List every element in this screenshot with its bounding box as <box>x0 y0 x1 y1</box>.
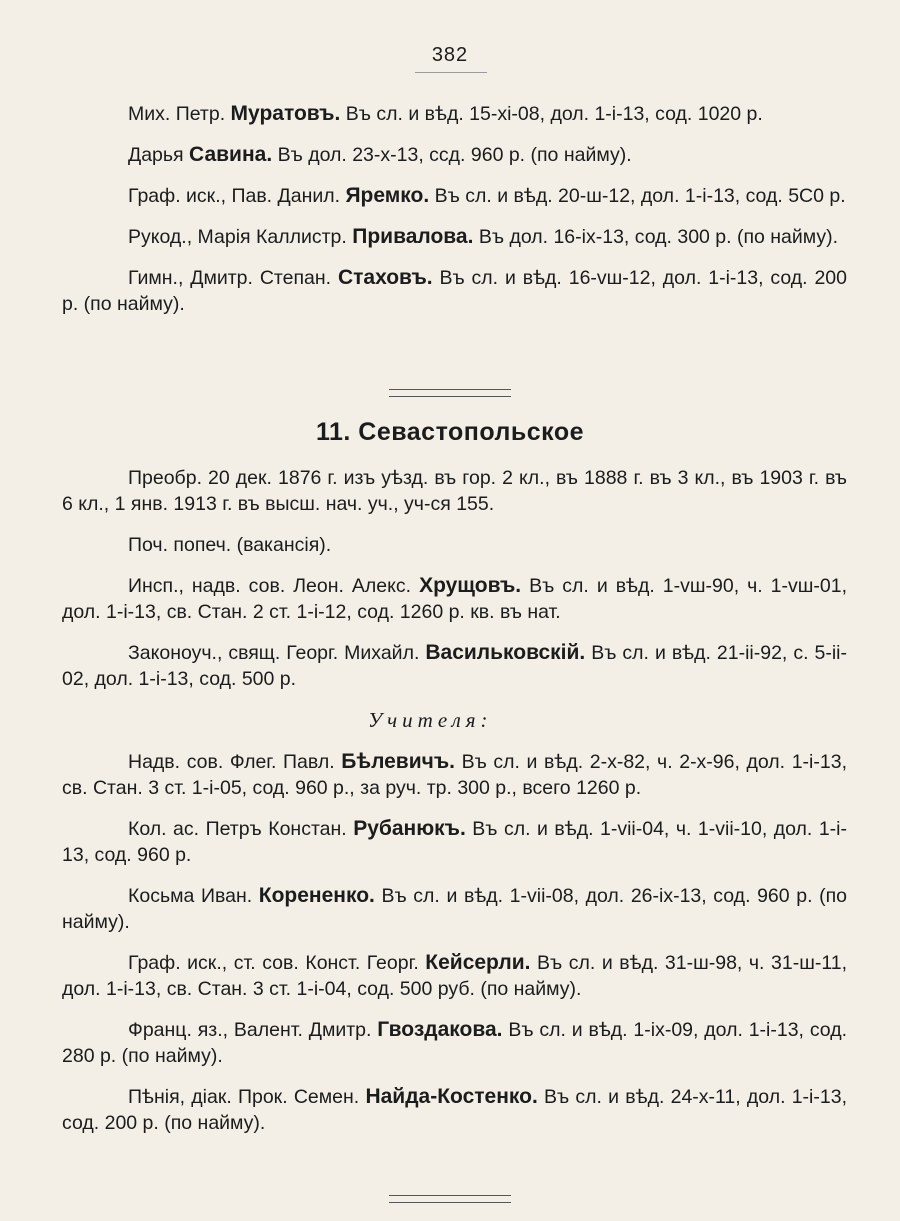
staff-entry <box>62 573 847 625</box>
entry-surname: Хрущовъ. <box>419 574 522 597</box>
entry <box>62 183 847 209</box>
honorary-trustee: Поч. попеч. (вакансія). <box>128 534 332 556</box>
entry-surname: Привалова. <box>352 225 474 248</box>
entry-prefix: Граф. иск., Пав. Данил. <box>128 185 346 207</box>
entry-surname: Найда-Костенко. <box>365 1085 538 1108</box>
teacher-entry <box>62 1017 847 1069</box>
teachers-heading: Учителя: <box>368 708 493 732</box>
section-intro: Преобр. 20 дек. 1876 г. изъ уѣзд. въ гор. 2 кл., въ 1888 г. въ 3 кл., въ 1903 г. въ 6 кл., 1 янв. 1913 г. въ высш. нач. уч., уч-ся 155. <box>62 467 847 515</box>
entry-surname: Муратовъ. <box>230 102 341 125</box>
entry-prefix: Рукод., Марія Каллистр. <box>128 226 353 248</box>
entry-surname: Кейсерли. <box>425 951 531 974</box>
section-divider <box>389 389 511 397</box>
entry-details: Въ дол. 23-x-13, ссд. 960 р. (по найму). <box>272 144 632 166</box>
entry-prefix: Инсп., надв. сов. Леон. Алекс. <box>128 575 420 597</box>
teacher-entry <box>62 950 847 1002</box>
entry <box>62 224 847 250</box>
entry <box>62 265 847 317</box>
entry-details: Въ сл. и вѣд. 20-ш-12, дол. 1-i-13, сод. 5С0 р. <box>429 185 846 207</box>
entry-prefix: Граф. иск., ст. сов. Конст. Георг. <box>128 952 426 974</box>
page-number: 382 <box>431 44 469 66</box>
page-number-underline <box>415 72 487 73</box>
teacher-entry <box>62 883 847 935</box>
entry-prefix: Мих. Петр. <box>128 103 231 125</box>
entry-details: Въ сл. и вѣд. 24-x-11, дол. 1-i-13, сод. 200 р. (по найму). <box>62 1086 847 1134</box>
entry-prefix: Косьма Иван. <box>128 885 259 907</box>
entry-details: Въ сл. и вѣд. 16-vш-12, дол. 1-i-13, сод. 200 р. (по найму). <box>62 267 847 315</box>
entry <box>62 142 847 168</box>
entry-details: Въ сл. и вѣд. 15-xi-08, дол. 1-i-13, сод. 1020 р. <box>340 103 763 125</box>
entry-details: Въ сл. и вѣд. 1-vш-90, ч. 1-vш-01, дол. 1-i-13, св. Стан. 2 ст. 1-i-12, сод. 1260 р. кв. въ нат. <box>62 575 848 623</box>
entry-surname: Рубанюкъ. <box>353 817 466 840</box>
staff-entry <box>62 640 847 692</box>
entry-details: Въ сл. и вѣд. 1-vii-08, дол. 26-ix-13, сод. 960 р. (по найму). <box>62 885 848 933</box>
entry-details: Въ сл. и вѣд. 21-ii-92, с. 5-ii-02, дол. 1-i-13, сод. 500 р. <box>62 642 847 690</box>
entry-details: Въ сл. и вѣд. 2-x-82, ч. 2-x-96, дол. 1-i-13, св. Стан. 3 ст. 1-i-05, сод. 960 р., за руч. тр. 300 р., всего 1260 р. <box>62 751 847 799</box>
section-divider <box>389 1195 511 1203</box>
entry-prefix: Законоуч., свящ. Георг. Михайл. <box>128 642 426 664</box>
entry-surname: Стаховъ. <box>337 266 433 289</box>
entry-prefix: Надв. сов. Флег. Павл. <box>128 751 342 773</box>
teacher-entry <box>62 1084 847 1136</box>
entry-surname: Гвоздакова. <box>377 1018 503 1041</box>
entry-prefix: Дарья <box>128 144 190 166</box>
entry-details: Въ дол. 16-ix-13, сод. 300 р. (по найму). <box>473 226 839 248</box>
teacher-entry <box>62 749 847 801</box>
top-entries <box>62 101 847 332</box>
entry-prefix: Кол. ас. Петръ Констан. <box>128 818 354 840</box>
entry <box>62 101 847 127</box>
teacher-entry <box>62 816 847 868</box>
entry-surname: Бѣлевичъ. <box>341 750 455 773</box>
entry-prefix: Гимн., Дмитр. Степан. <box>128 267 338 289</box>
entry-surname: Корененко. <box>258 884 375 907</box>
entry-surname: Васильковскій. <box>425 641 586 664</box>
entry-surname: Яремко. <box>345 184 430 207</box>
entry-details: Въ сл. и вѣд. 1-vii-04, ч. 1-vii-10, дол. 1-i-13, сод. 960 р. <box>62 818 847 866</box>
section-body <box>62 465 847 1151</box>
section-title: 11. Севастопольское <box>315 418 585 446</box>
entry-prefix: Пѣнія, діак. Прок. Семен. <box>128 1086 366 1108</box>
entry-details: Въ сл. и вѣд. 31-ш-98, ч. 31-ш-11, дол. 1-i-13, св. Стан. 3 ст. 1-i-04, сод. 500 руб. (по найму). <box>62 952 848 1000</box>
entry-details: Въ сл. и вѣд. 1-ix-09, дол. 1-i-13, сод. 280 р. (по найму). <box>62 1019 847 1067</box>
entry-prefix: Франц. яз., Валент. Дмитр. <box>128 1019 378 1041</box>
entry-surname: Савина. <box>189 143 273 166</box>
